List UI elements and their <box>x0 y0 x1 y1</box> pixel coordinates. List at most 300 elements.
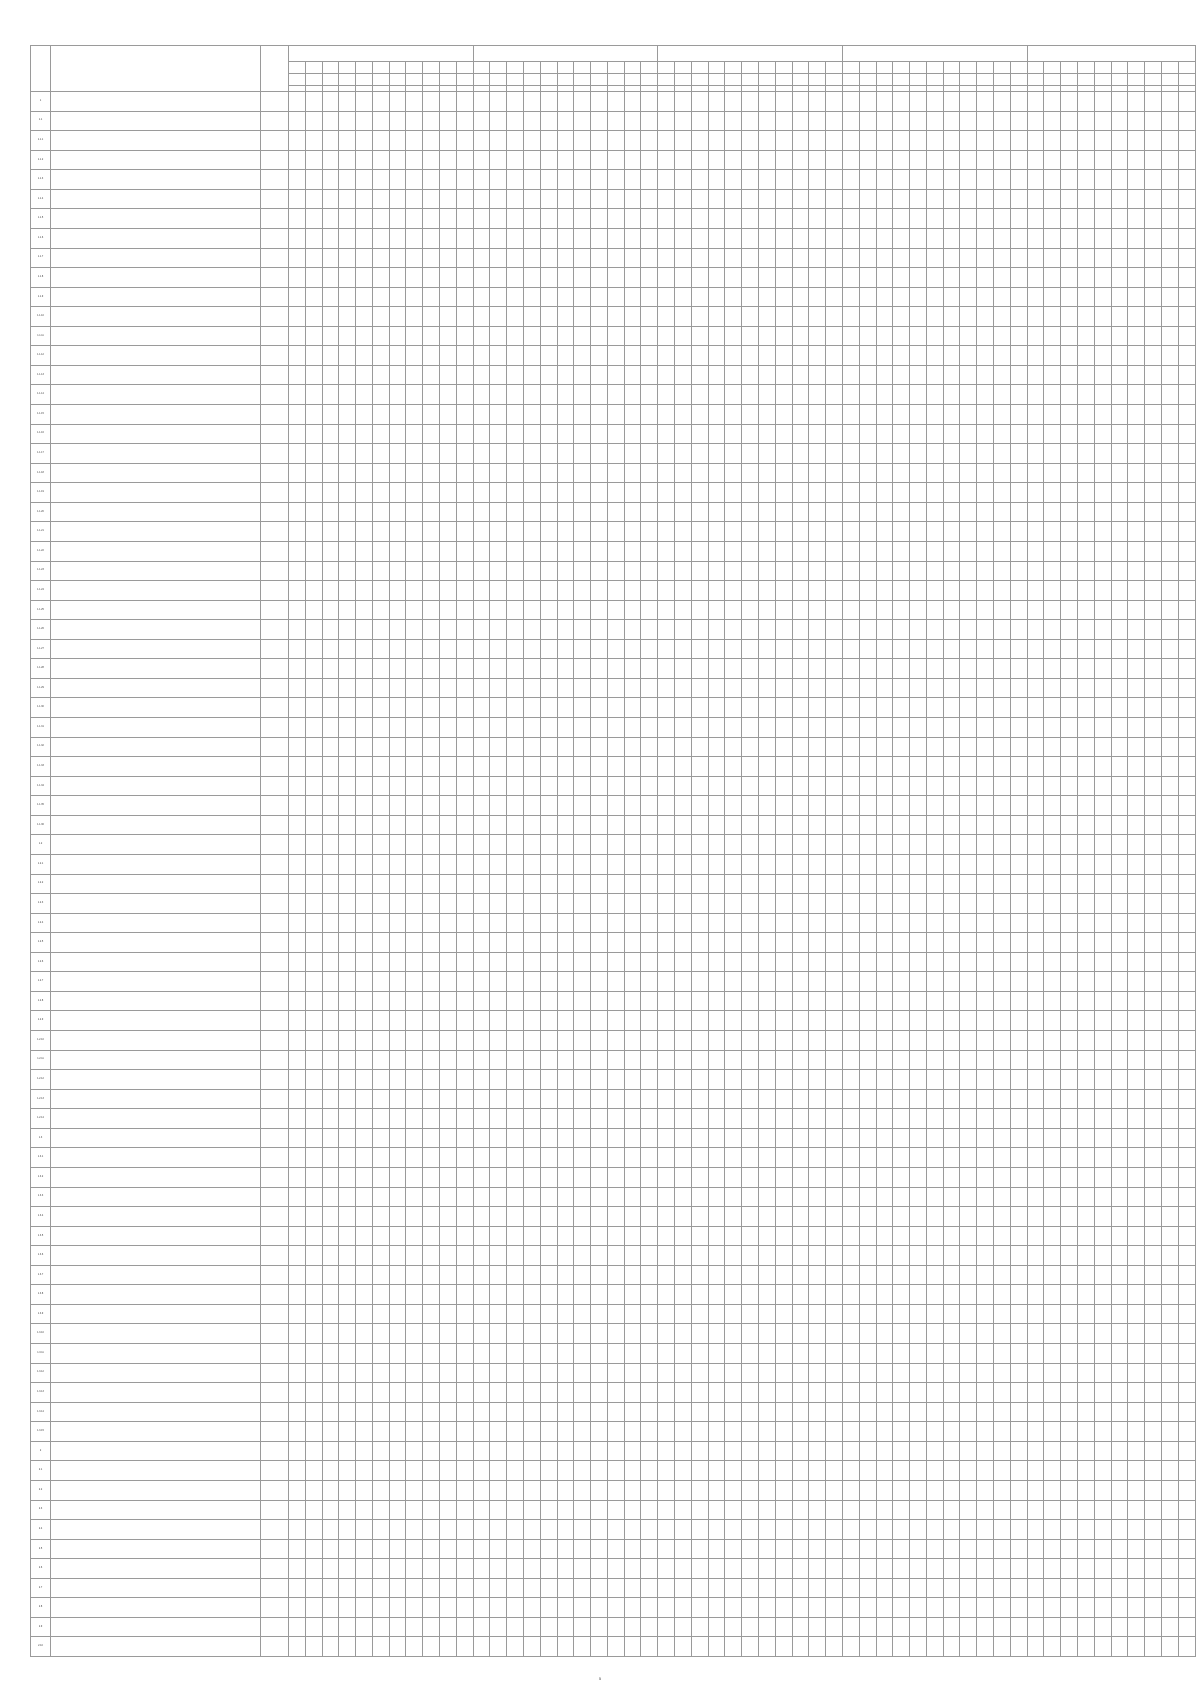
row-value <box>624 1226 641 1246</box>
row-value <box>742 502 759 522</box>
row-value <box>423 561 440 581</box>
row-value <box>977 952 994 972</box>
row-value <box>507 1050 524 1070</box>
row-value <box>372 1363 389 1383</box>
row-value <box>859 1031 876 1051</box>
row-value <box>725 287 742 307</box>
row-value <box>490 1598 507 1618</box>
row-code <box>261 189 289 209</box>
row-value <box>557 1304 574 1324</box>
row-number: 1.2.10 <box>31 1031 51 1051</box>
row-value <box>775 639 792 659</box>
row-value <box>440 659 457 679</box>
row-value <box>725 1539 742 1559</box>
header-column <box>1027 62 1044 74</box>
row-value <box>322 1031 339 1051</box>
row-value <box>591 933 608 953</box>
row-value <box>473 248 490 268</box>
row-value <box>289 1363 306 1383</box>
row-value <box>742 463 759 483</box>
row-value <box>557 1187 574 1207</box>
row-value <box>1044 913 1061 933</box>
row-value <box>675 913 692 933</box>
row-value <box>658 1128 675 1148</box>
row-value <box>423 1344 440 1364</box>
row-value <box>490 346 507 366</box>
row-value <box>591 659 608 679</box>
row-value <box>322 1520 339 1540</box>
row-value <box>1178 365 1195 385</box>
row-value <box>540 1578 557 1598</box>
row-value <box>1145 268 1162 288</box>
row-value <box>305 268 322 288</box>
row-value <box>977 1383 994 1403</box>
row-value <box>524 287 541 307</box>
row-value <box>490 737 507 757</box>
row-value <box>624 659 641 679</box>
row-value <box>574 424 591 444</box>
row-value <box>859 639 876 659</box>
row-value <box>708 1246 725 1266</box>
row-code <box>261 698 289 718</box>
row-value <box>1061 483 1078 503</box>
row-code <box>261 796 289 816</box>
row-value <box>1044 365 1061 385</box>
row-value <box>289 268 306 288</box>
row-code <box>261 1461 289 1481</box>
row-value <box>540 991 557 1011</box>
row-value <box>1044 1520 1061 1540</box>
row-value <box>960 874 977 894</box>
row-value <box>759 600 776 620</box>
row-value <box>926 1285 943 1305</box>
row-value <box>574 933 591 953</box>
row-value <box>1111 991 1128 1011</box>
row-value <box>524 248 541 268</box>
row-value <box>1027 581 1044 601</box>
row-value <box>641 1461 658 1481</box>
row-value <box>641 463 658 483</box>
row-value <box>507 835 524 855</box>
row-value <box>356 952 373 972</box>
row-value <box>305 854 322 874</box>
row-value <box>557 1070 574 1090</box>
row-value <box>641 1265 658 1285</box>
row-value <box>675 1559 692 1579</box>
row-value <box>440 131 457 151</box>
row-value <box>574 463 591 483</box>
row-value <box>305 287 322 307</box>
row-value <box>607 502 624 522</box>
row-value <box>1178 639 1195 659</box>
row-value <box>843 678 860 698</box>
row-value <box>406 698 423 718</box>
row-value <box>1161 581 1178 601</box>
row-value <box>557 209 574 229</box>
row-value <box>591 1324 608 1344</box>
row-value <box>591 111 608 131</box>
row-value <box>372 1031 389 1051</box>
row-value <box>574 228 591 248</box>
row-value <box>423 463 440 483</box>
row-value <box>406 346 423 366</box>
row-value <box>641 776 658 796</box>
row-value <box>557 913 574 933</box>
row-value <box>507 1402 524 1422</box>
row-value <box>490 1520 507 1540</box>
row-value <box>792 1265 809 1285</box>
row-value <box>1027 1148 1044 1168</box>
row-value <box>289 854 306 874</box>
row-value <box>524 1520 541 1540</box>
row-value <box>1128 1148 1145 1168</box>
header-column <box>1027 74 1044 86</box>
row-value <box>960 209 977 229</box>
row-value <box>624 1031 641 1051</box>
row-value <box>389 972 406 992</box>
row-value <box>691 287 708 307</box>
row-value <box>994 1617 1011 1637</box>
row-value <box>389 1187 406 1207</box>
row-value <box>826 835 843 855</box>
row-value <box>641 444 658 464</box>
row-value <box>524 1598 541 1618</box>
row-value <box>305 150 322 170</box>
row-value <box>372 1324 389 1344</box>
row-value <box>859 1559 876 1579</box>
row-value <box>540 189 557 209</box>
row-value <box>490 1500 507 1520</box>
row-value <box>607 1637 624 1657</box>
row-value <box>1027 1050 1044 1070</box>
row-number: 1.1.4 <box>31 189 51 209</box>
row-value <box>1044 718 1061 738</box>
row-value <box>456 972 473 992</box>
row-value <box>994 444 1011 464</box>
row-value <box>339 228 356 248</box>
row-value <box>977 463 994 483</box>
row-value <box>792 248 809 268</box>
row-value <box>624 972 641 992</box>
row-value <box>859 1148 876 1168</box>
row-value <box>1027 1559 1044 1579</box>
table-row <box>31 228 1196 248</box>
row-value <box>389 620 406 640</box>
row-value <box>893 1402 910 1422</box>
row-value <box>1078 1500 1095 1520</box>
row-value <box>490 1089 507 1109</box>
row-value <box>658 1265 675 1285</box>
row-value <box>1178 307 1195 327</box>
row-value <box>843 444 860 464</box>
row-value <box>356 1304 373 1324</box>
row-value <box>1010 1148 1027 1168</box>
row-value <box>843 170 860 190</box>
row-value <box>322 757 339 777</box>
row-value <box>507 1167 524 1187</box>
row-value <box>624 1207 641 1227</box>
row-value <box>759 1011 776 1031</box>
row-value <box>725 991 742 1011</box>
row-value <box>524 1637 541 1657</box>
row-number: 1.3.5 <box>31 1226 51 1246</box>
row-value <box>1161 1422 1178 1442</box>
row-value <box>1061 1539 1078 1559</box>
row-value <box>574 1441 591 1461</box>
row-code <box>261 1578 289 1598</box>
row-value <box>658 1441 675 1461</box>
row-value <box>1094 502 1111 522</box>
row-value <box>356 561 373 581</box>
row-value <box>1111 1089 1128 1109</box>
row-value <box>960 815 977 835</box>
row-value <box>490 1011 507 1031</box>
row-value <box>356 189 373 209</box>
row-value <box>607 1011 624 1031</box>
header-column <box>440 62 457 74</box>
table-row <box>31 1304 1196 1324</box>
header-column <box>339 62 356 74</box>
row-value <box>893 1187 910 1207</box>
row-value <box>1044 1304 1061 1324</box>
row-value <box>440 698 457 718</box>
row-number: 1.2.14 <box>31 1109 51 1129</box>
row-value <box>406 228 423 248</box>
row-value <box>876 639 893 659</box>
header-column <box>557 74 574 86</box>
row-value <box>1145 150 1162 170</box>
row-value <box>339 1441 356 1461</box>
row-value <box>826 698 843 718</box>
row-value <box>289 365 306 385</box>
row-value <box>473 757 490 777</box>
row-value <box>691 1520 708 1540</box>
row-value <box>607 678 624 698</box>
row-value <box>473 541 490 561</box>
row-value <box>1061 1500 1078 1520</box>
row-value <box>339 659 356 679</box>
row-value <box>977 346 994 366</box>
row-value <box>456 1559 473 1579</box>
row-value <box>557 1500 574 1520</box>
row-value <box>305 1383 322 1403</box>
row-name <box>51 972 261 992</box>
row-value <box>456 424 473 444</box>
row-value <box>675 268 692 288</box>
row-value <box>557 92 574 112</box>
row-value <box>943 757 960 777</box>
row-value <box>524 307 541 327</box>
row-value <box>658 894 675 914</box>
row-value <box>826 424 843 444</box>
row-value <box>859 776 876 796</box>
row-value <box>372 444 389 464</box>
row-value <box>591 1344 608 1364</box>
row-value <box>859 92 876 112</box>
row-value <box>809 1402 826 1422</box>
row-value <box>1178 933 1195 953</box>
row-value <box>1010 659 1027 679</box>
row-value <box>322 718 339 738</box>
row-value <box>691 1422 708 1442</box>
row-value <box>356 639 373 659</box>
row-value <box>356 1050 373 1070</box>
row-value <box>910 365 927 385</box>
row-name <box>51 991 261 1011</box>
row-value <box>691 1304 708 1324</box>
row-value <box>540 1070 557 1090</box>
row-value <box>977 1167 994 1187</box>
row-value <box>658 111 675 131</box>
row-value <box>960 287 977 307</box>
row-value <box>725 1324 742 1344</box>
row-value <box>926 444 943 464</box>
row-value <box>473 600 490 620</box>
row-value <box>910 1402 927 1422</box>
row-value <box>826 209 843 229</box>
row-value <box>691 1637 708 1657</box>
row-name <box>51 326 261 346</box>
row-value <box>1161 1011 1178 1031</box>
header-group <box>289 46 474 62</box>
row-value <box>591 1520 608 1540</box>
row-value <box>1044 1187 1061 1207</box>
row-value <box>960 444 977 464</box>
row-value <box>809 659 826 679</box>
row-value <box>792 1402 809 1422</box>
row-value <box>1061 1598 1078 1618</box>
row-name <box>51 424 261 444</box>
row-value <box>339 92 356 112</box>
row-value <box>943 678 960 698</box>
row-value <box>792 444 809 464</box>
row-value <box>1128 1031 1145 1051</box>
row-value <box>1078 111 1095 131</box>
row-value <box>775 561 792 581</box>
row-value <box>574 307 591 327</box>
row-value <box>1061 737 1078 757</box>
row-value <box>356 1578 373 1598</box>
row-value <box>759 1167 776 1187</box>
row-value <box>440 1246 457 1266</box>
row-value <box>725 1050 742 1070</box>
row-value <box>456 170 473 190</box>
row-value <box>943 796 960 816</box>
row-value <box>893 444 910 464</box>
row-value <box>574 678 591 698</box>
row-value <box>322 483 339 503</box>
row-value <box>893 933 910 953</box>
row-value <box>1111 385 1128 405</box>
row-value <box>792 620 809 640</box>
row-value <box>893 424 910 444</box>
row-value <box>708 913 725 933</box>
row-value <box>893 894 910 914</box>
row-value <box>1111 1207 1128 1227</box>
row-value <box>339 1637 356 1657</box>
row-value <box>289 1031 306 1051</box>
row-value <box>943 581 960 601</box>
row-value <box>1078 854 1095 874</box>
row-value <box>826 1383 843 1403</box>
row-value <box>658 1363 675 1383</box>
row-value <box>876 1480 893 1500</box>
row-value <box>876 1441 893 1461</box>
row-value <box>557 1109 574 1129</box>
row-value <box>792 776 809 796</box>
row-value <box>389 1246 406 1266</box>
row-value <box>1027 639 1044 659</box>
row-value <box>389 1441 406 1461</box>
row-value <box>675 894 692 914</box>
row-value <box>658 150 675 170</box>
row-value <box>339 894 356 914</box>
row-value <box>876 1422 893 1442</box>
row-value <box>339 189 356 209</box>
row-value <box>1078 835 1095 855</box>
row-value <box>423 698 440 718</box>
row-value <box>1027 541 1044 561</box>
row-value <box>742 1167 759 1187</box>
row-value <box>775 150 792 170</box>
row-value <box>339 1500 356 1520</box>
row-value <box>725 1304 742 1324</box>
row-value <box>507 1598 524 1618</box>
row-value <box>607 92 624 112</box>
row-value <box>792 502 809 522</box>
row-value <box>859 835 876 855</box>
row-value <box>893 835 910 855</box>
row-value <box>725 346 742 366</box>
row-value <box>1044 1109 1061 1129</box>
row-value <box>339 131 356 151</box>
row-value <box>440 522 457 542</box>
row-value <box>607 1598 624 1618</box>
row-value <box>322 874 339 894</box>
row-value <box>322 737 339 757</box>
row-value <box>1044 248 1061 268</box>
row-value <box>859 1363 876 1383</box>
row-value <box>490 444 507 464</box>
row-value <box>859 718 876 738</box>
row-value <box>893 678 910 698</box>
row-value <box>406 365 423 385</box>
row-value <box>524 189 541 209</box>
row-value <box>574 1617 591 1637</box>
row-value <box>641 346 658 366</box>
row-value <box>1094 678 1111 698</box>
row-value <box>826 522 843 542</box>
row-value <box>893 1344 910 1364</box>
row-value <box>641 561 658 581</box>
row-value <box>372 268 389 288</box>
row-value <box>893 1031 910 1051</box>
row-value <box>1061 796 1078 816</box>
row-value <box>742 541 759 561</box>
row-value <box>926 1637 943 1657</box>
row-value <box>641 1304 658 1324</box>
row-value <box>759 502 776 522</box>
row-value <box>994 678 1011 698</box>
row-value <box>1145 1637 1162 1657</box>
row-value <box>389 600 406 620</box>
row-name <box>51 639 261 659</box>
row-value <box>708 737 725 757</box>
row-value <box>926 1226 943 1246</box>
row-value <box>574 326 591 346</box>
row-value <box>759 405 776 425</box>
row-value <box>859 1422 876 1442</box>
